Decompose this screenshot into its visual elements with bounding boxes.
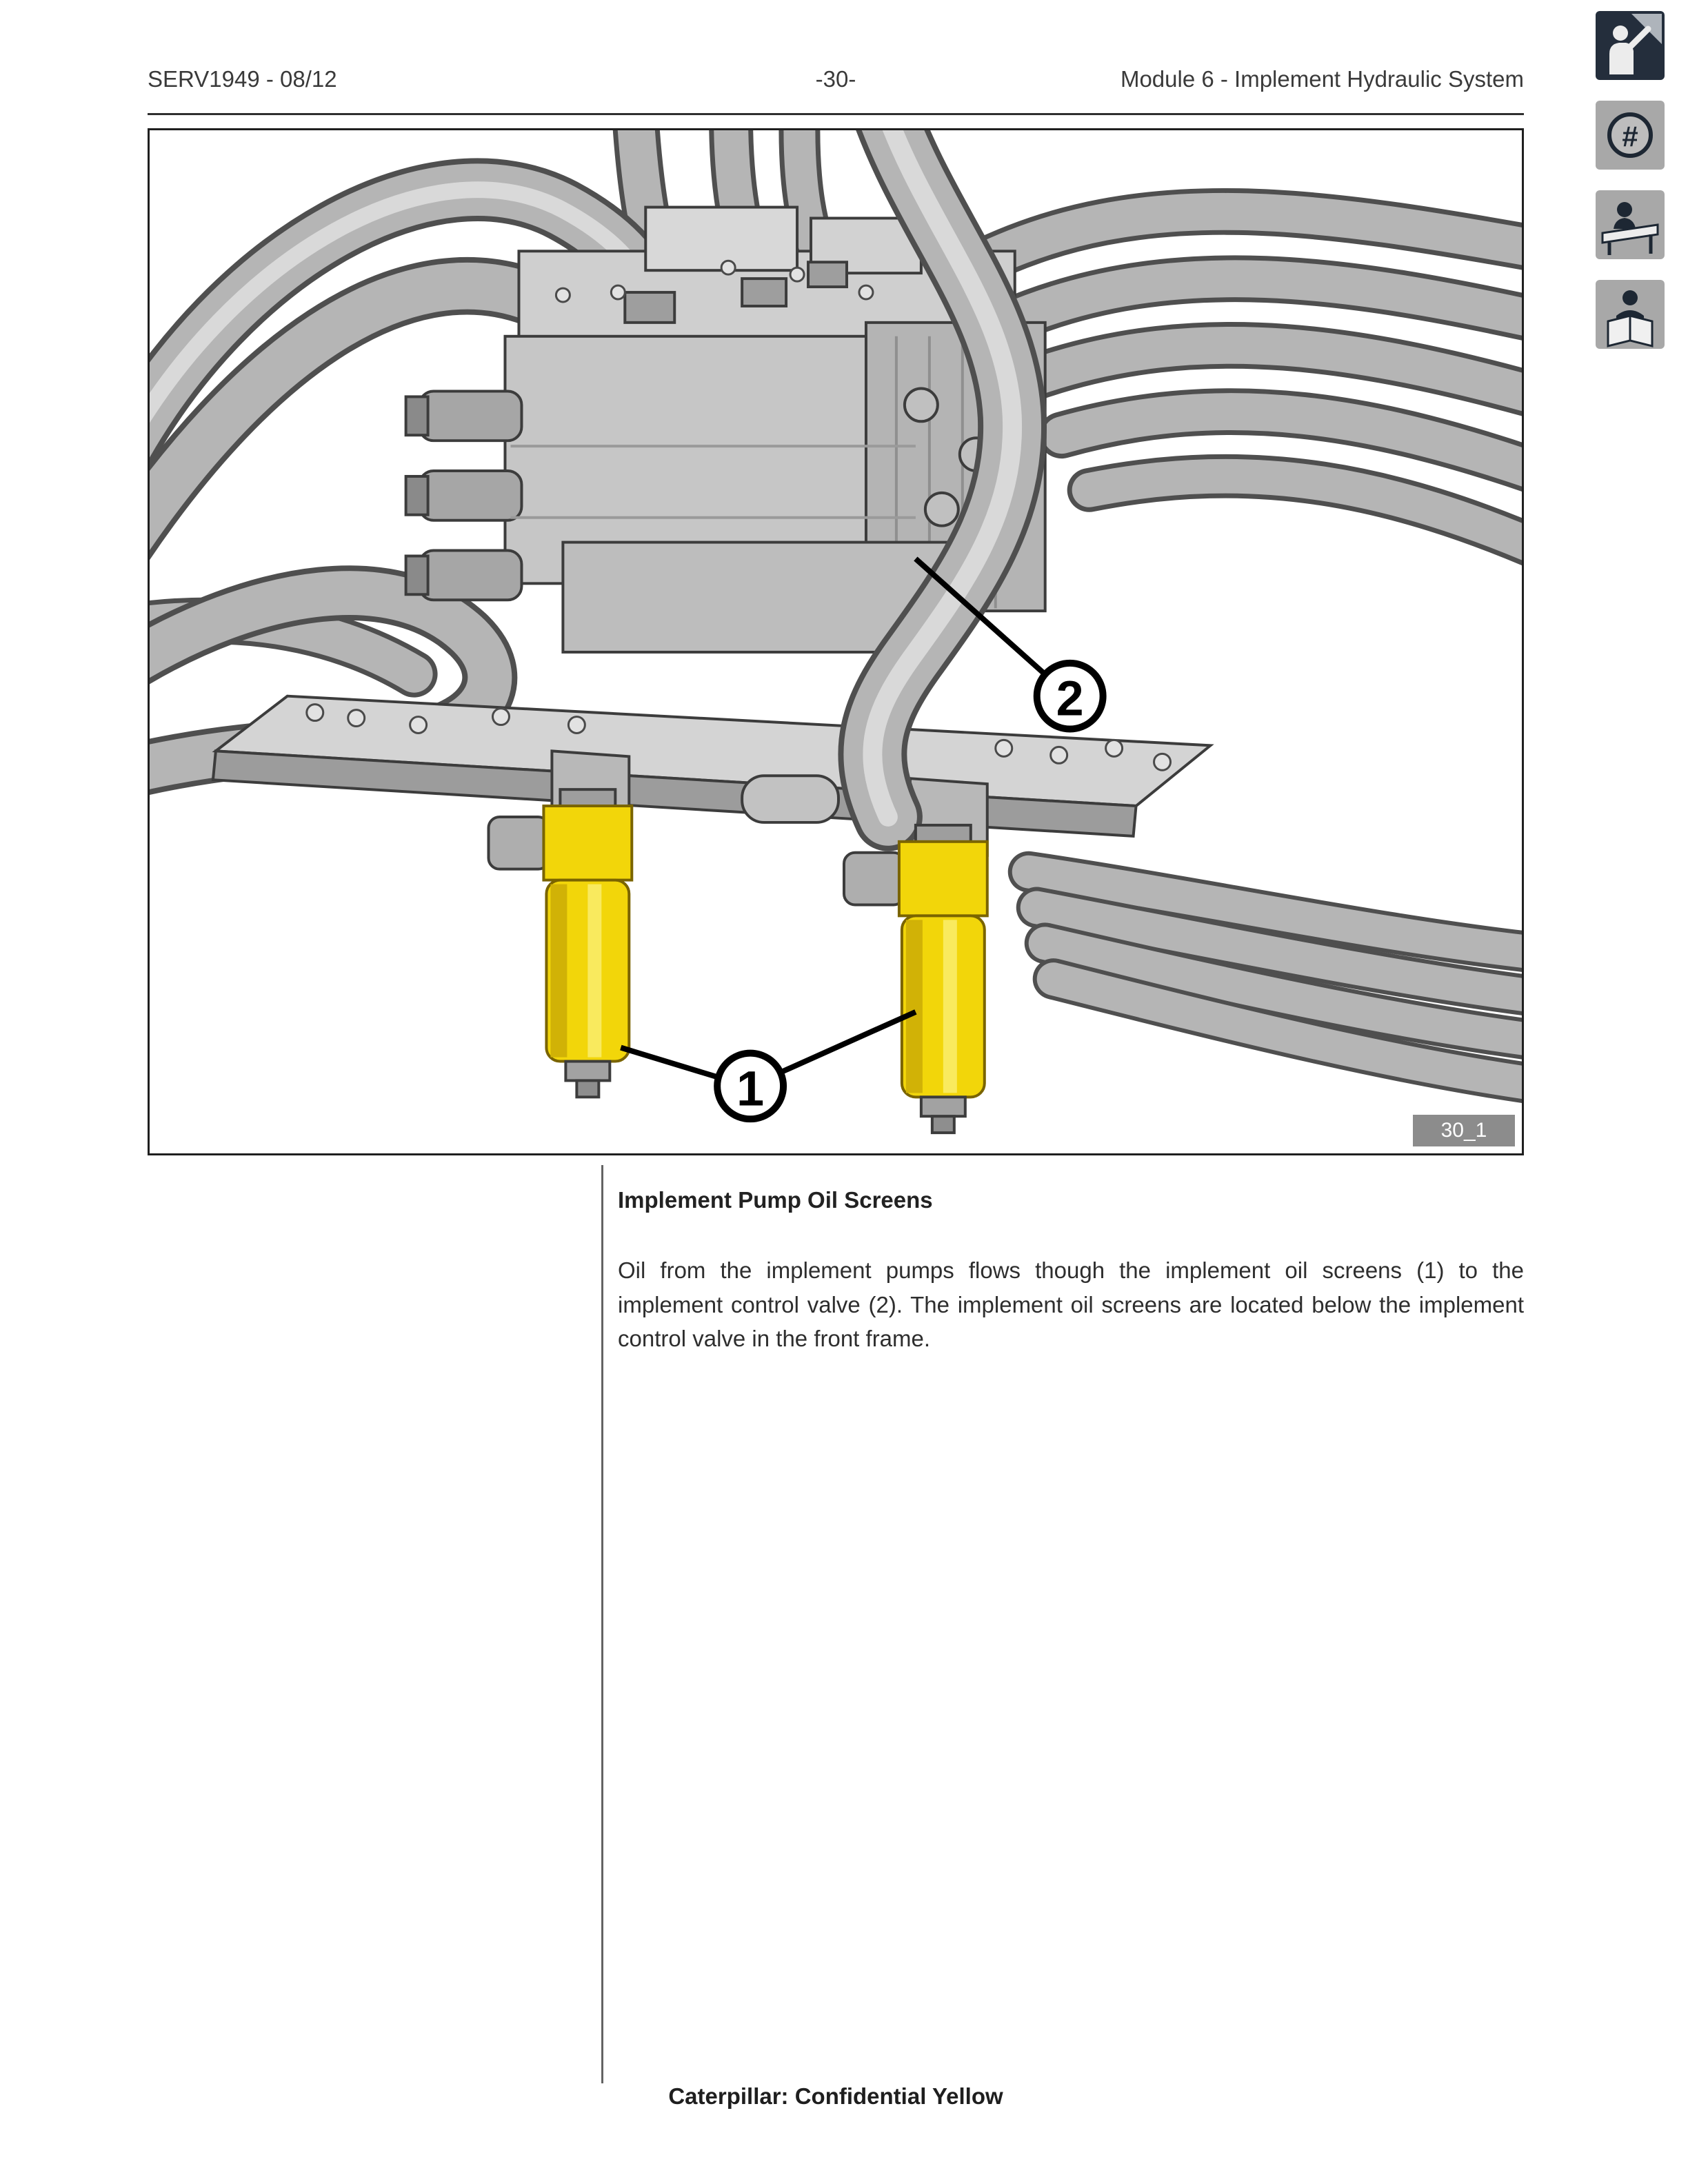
header-doc-code: SERV1949 - 08/12 xyxy=(148,66,337,92)
oil-screen-right xyxy=(844,825,987,1133)
presentation-desk-icon xyxy=(1596,190,1665,259)
content-column xyxy=(618,1187,1524,1356)
callout-2-number: 2 xyxy=(1056,671,1084,727)
hose-bundle-bottom-right xyxy=(1029,872,1522,1086)
oil-screen-left xyxy=(489,789,632,1097)
figure-frame xyxy=(148,128,1524,1155)
figure-label: 30_1 xyxy=(1413,1115,1515,1146)
header-page-number: -30- xyxy=(815,66,856,92)
hose-bundle-right xyxy=(976,212,1522,554)
callout-1-number: 1 xyxy=(736,1061,765,1117)
callout-1 xyxy=(621,1012,916,1119)
section-heading: Implement Pump Oil Screens xyxy=(618,1187,933,1213)
reading-book-icon xyxy=(1596,280,1665,349)
footer-text: Caterpillar: Confidential Yellow xyxy=(668,2083,1003,2109)
header-module-title: Module 6 - Implement Hydraulic System xyxy=(1120,66,1524,92)
body-paragraph: Oil from the implement pumps flows though the implement oil screens (1) to the implement control valve (2). The implement oil screens are located below the implement control valve in the front frame. xyxy=(618,1257,1524,1351)
hydraulic-illustration xyxy=(150,130,1522,1153)
instructor-icon xyxy=(1596,11,1665,80)
hash-glyph: # xyxy=(1622,120,1638,153)
page-footer xyxy=(148,2083,1524,2110)
sidebar-icon-column xyxy=(1596,11,1665,349)
header-rule xyxy=(148,113,1524,115)
hash-number-icon xyxy=(1596,101,1665,170)
page-header xyxy=(148,66,1524,92)
content-divider xyxy=(601,1165,603,2083)
